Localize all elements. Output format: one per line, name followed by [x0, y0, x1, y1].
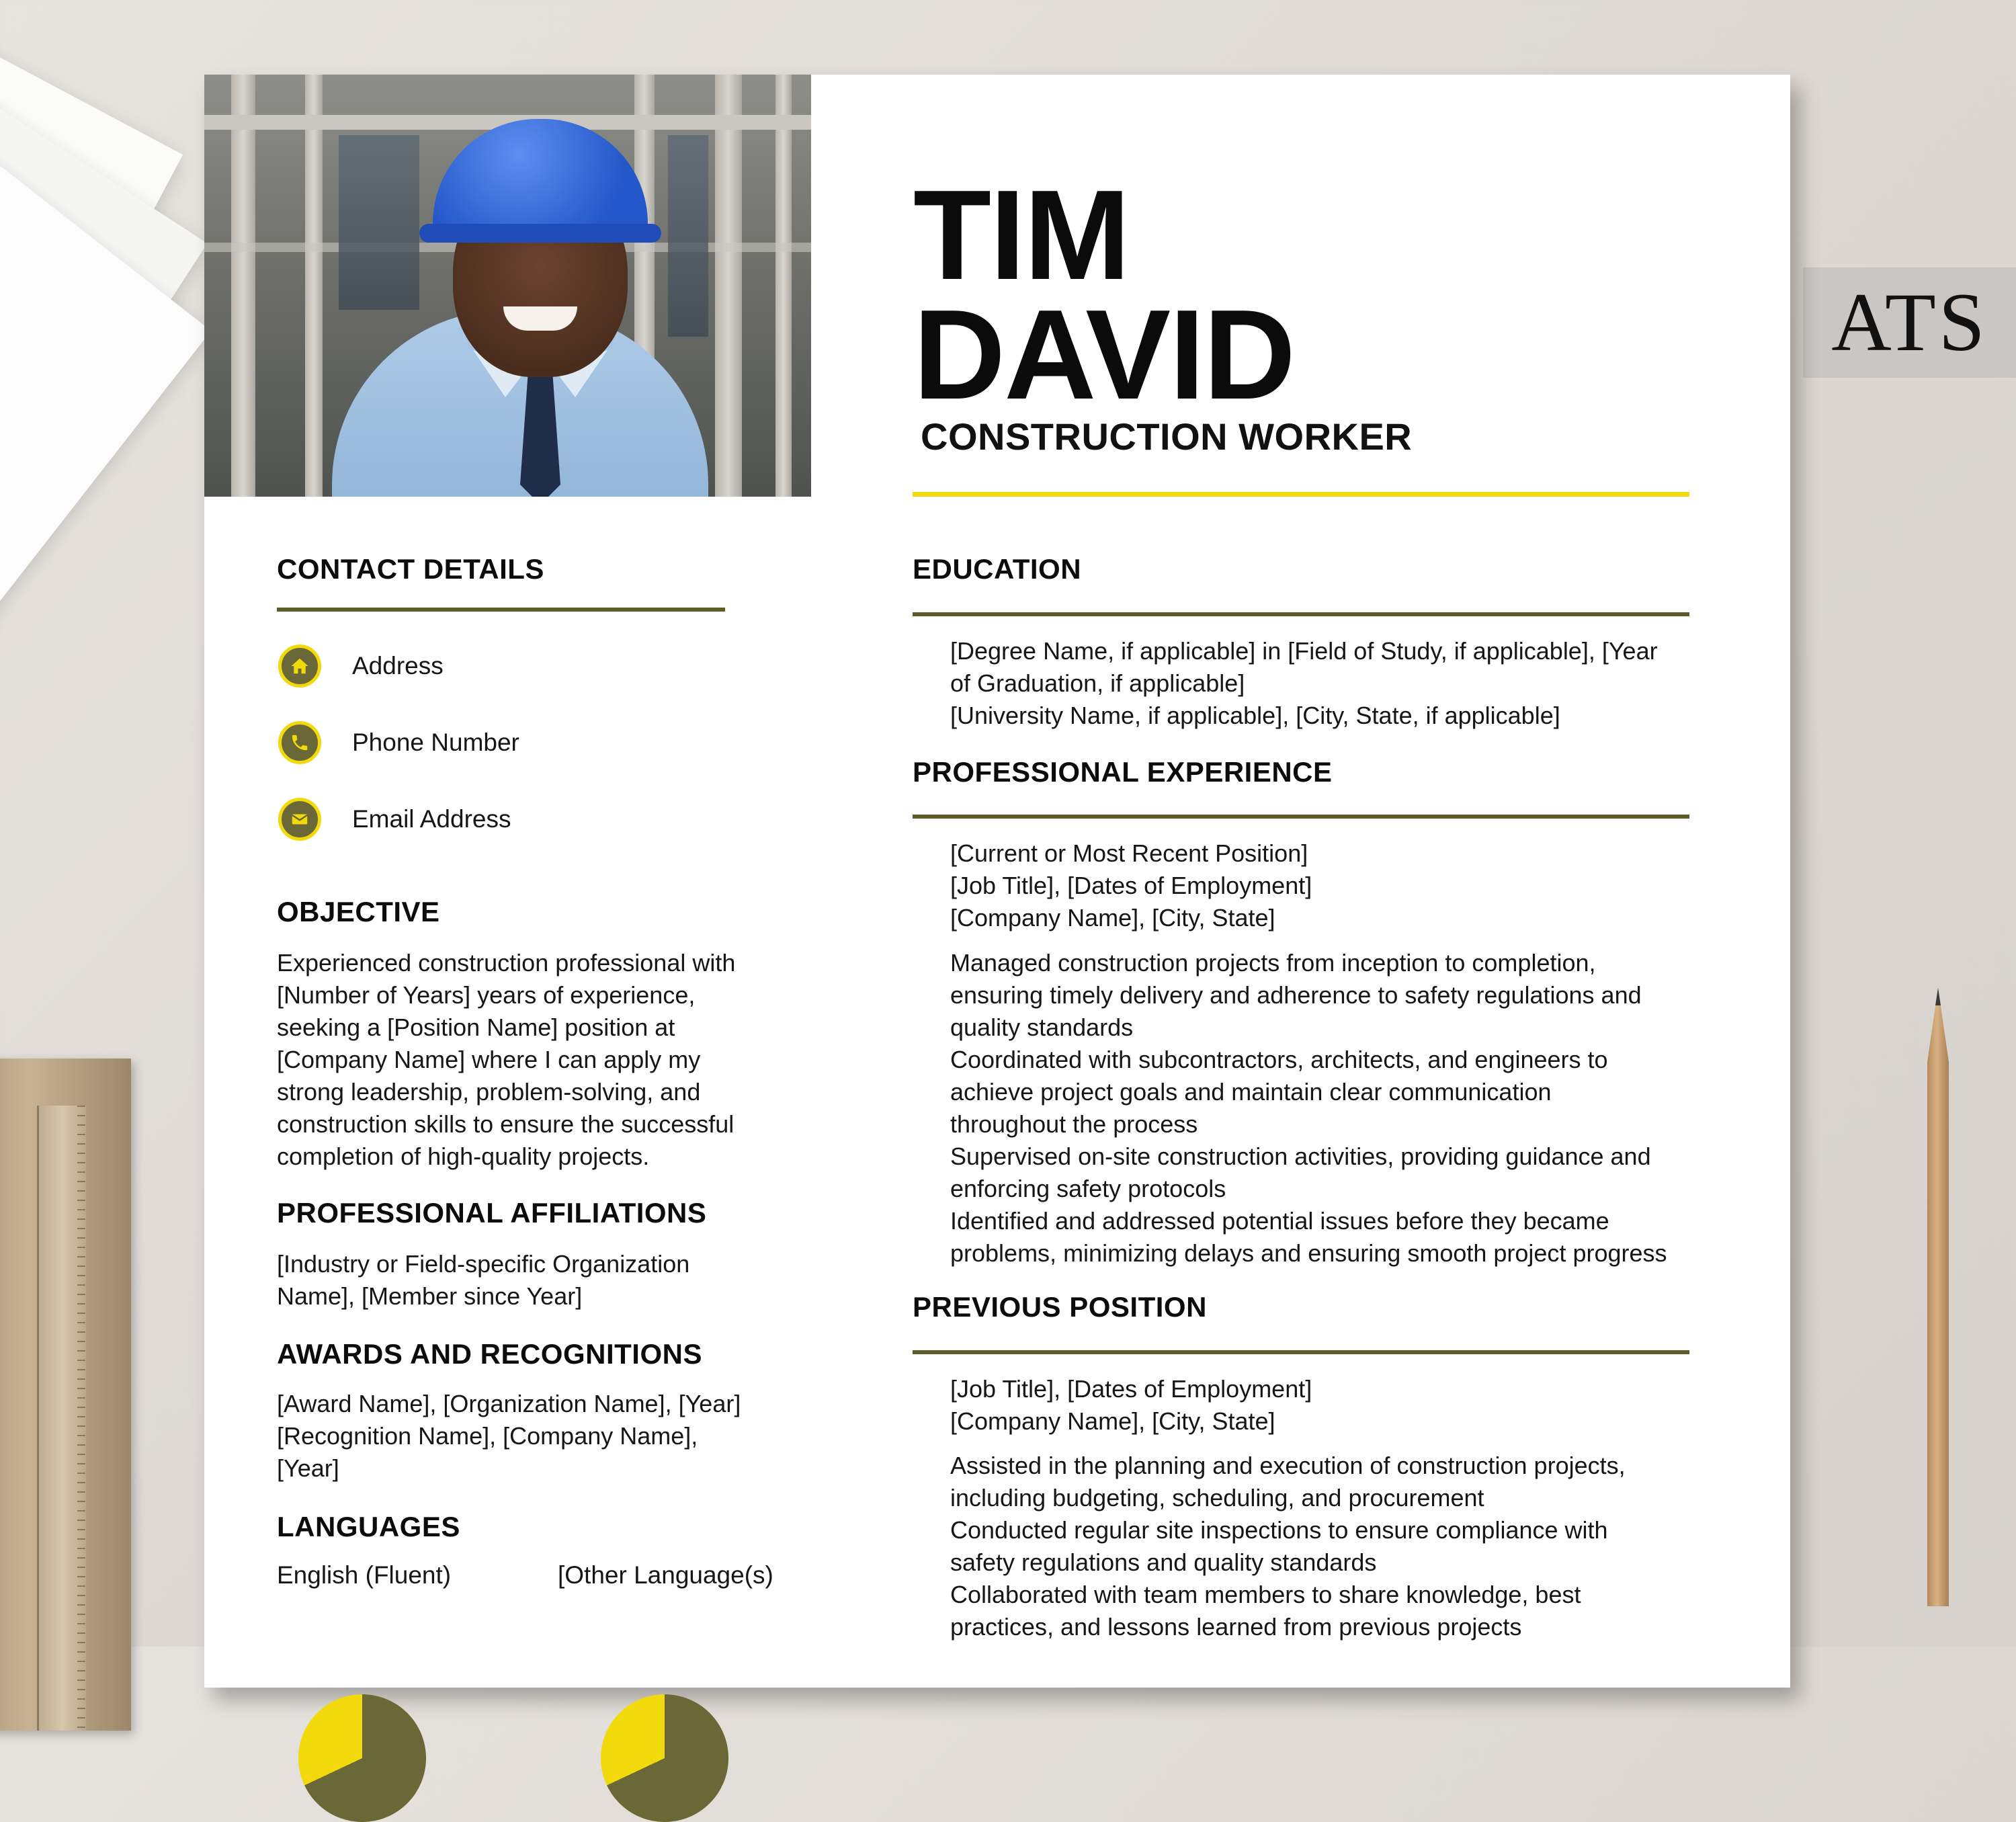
previous-header [950, 1373, 1312, 1438]
resume-page [204, 75, 1790, 1688]
title-divider [913, 492, 1689, 497]
text-line: Managed construction projects from inception to completion, [950, 949, 1596, 977]
text-line: [Award Name], [Organization Name], [Year] [277, 1390, 741, 1417]
hard-hat-brim [419, 224, 661, 243]
job-title: CONSTRUCTION WORKER [921, 415, 1413, 458]
text-line: completion of high-quality projects. [277, 1143, 650, 1170]
text-line: practices, and lessons learned from previous projects [950, 1613, 1522, 1641]
text-line: safety regulations and quality standards [950, 1548, 1377, 1576]
education-text [950, 635, 1658, 732]
text-line: Conducted regular site inspections to ensure compliance with [950, 1516, 1608, 1544]
previous-heading: PREVIOUS POSITION [913, 1291, 1207, 1323]
text-line: strong leadership, problem-solving, and [277, 1078, 701, 1106]
text-line: ensuring timely delivery and adherence to safety regulations and [950, 981, 1642, 1009]
text-line: [Recognition Name], [Company Name], [277, 1422, 698, 1450]
education-heading: EDUCATION [913, 553, 1082, 585]
language-level-fill [601, 1694, 728, 1822]
text-line: [Current or Most Recent Position] [950, 839, 1308, 867]
text-line: Name], [Member since Year] [277, 1282, 583, 1310]
text-line: including budgeting, scheduling, and procurement [950, 1484, 1484, 1512]
text-line: of Graduation, if applicable] [950, 669, 1245, 697]
previous-divider [913, 1350, 1689, 1354]
contact-label: Email Address [352, 805, 511, 833]
profile-photo [204, 75, 811, 497]
language-other: [Other Language(s) [558, 1561, 773, 1589]
languages-heading: LANGUAGES [277, 1511, 460, 1542]
awards-heading: AWARDS AND RECOGNITIONS [277, 1338, 702, 1370]
contact-divider [277, 608, 725, 612]
text-line: [Job Title], [Dates of Employment] [950, 1375, 1312, 1403]
contact-label: Phone Number [352, 729, 519, 756]
photo-column [715, 75, 742, 497]
experience-divider [913, 815, 1689, 819]
text-line: Collaborated with team members to share knowledge, best [950, 1581, 1581, 1608]
text-line: [University Name, if applicable], [City, State, if applicable] [950, 702, 1560, 729]
text-line: Identified and addressed potential issues before they became [950, 1207, 1609, 1235]
email-icon [278, 798, 321, 841]
pencil-lead [1935, 988, 1941, 1005]
text-line: [Company Name], [City, State] [950, 1407, 1275, 1435]
previous-details [950, 1450, 1626, 1643]
first-name: TIM [913, 164, 1130, 306]
text-line: [Company Name], [City, State] [950, 904, 1275, 931]
text-line: [Job Title], [Dates of Employment] [950, 872, 1312, 899]
text-line: Supervised on-site construction activities, providing guidance and [950, 1143, 1651, 1170]
photo-window [339, 135, 419, 310]
text-line: achieve project goals and maintain clear communication [950, 1078, 1552, 1106]
contact-phone [278, 721, 519, 764]
text-line: Assisted in the planning and execution of construction projects, [950, 1452, 1626, 1479]
photo-column [231, 75, 255, 497]
text-line: [Degree Name, if applicable] in [Field of Study, if applicable], [Year [950, 637, 1658, 665]
awards-text [277, 1388, 741, 1485]
language-level-ring [298, 1694, 426, 1822]
home-icon [278, 645, 321, 688]
photo-window [668, 135, 708, 337]
text-line: [Year] [277, 1454, 339, 1482]
objective-text [277, 947, 735, 1173]
experience-heading: PROFESSIONAL EXPERIENCE [913, 756, 1333, 788]
text-line: [Number of Years] years of experience, [277, 981, 696, 1009]
phone-icon [278, 721, 321, 764]
text-line: Experienced construction professional with [277, 949, 736, 977]
ats-badge: ATS [1803, 267, 2016, 378]
text-line: construction skills to ensure the successful [277, 1110, 734, 1138]
contact-heading: CONTACT DETAILS [277, 553, 544, 585]
wooden-ruler-frame [0, 1059, 131, 1731]
language-level-ring [601, 1694, 728, 1822]
photo-column [775, 75, 792, 497]
education-divider [913, 612, 1689, 616]
text-line: [Company Name] where I can apply my [277, 1046, 701, 1073]
text-line: problems, minimizing delays and ensuring smooth project progress [950, 1239, 1667, 1267]
objective-heading: OBJECTIVE [277, 896, 440, 927]
affiliations-text [277, 1248, 689, 1313]
hard-hat-icon [433, 119, 648, 237]
experience-header [950, 837, 1312, 934]
full-name [913, 164, 1295, 426]
language-english: English (Fluent) [277, 1561, 452, 1589]
contact-address [278, 645, 444, 688]
text-line: quality standards [950, 1013, 1134, 1041]
text-line: [Industry or Field-specific Organization [277, 1250, 690, 1278]
text-line: seeking a [Position Name] position at [277, 1013, 675, 1041]
last-name: DAVID [913, 284, 1295, 426]
contact-email [278, 798, 511, 841]
pencil [1927, 988, 1949, 1606]
photo-column [305, 75, 323, 497]
language-level-fill [298, 1694, 426, 1822]
ruler-ticks [77, 1106, 85, 1731]
text-line: throughout the process [950, 1110, 1198, 1138]
text-line: Coordinated with subcontractors, architects, and engineers to [950, 1046, 1608, 1073]
experience-details [950, 947, 1667, 1270]
affiliations-heading: PROFESSIONAL AFFILIATIONS [277, 1197, 707, 1229]
contact-label: Address [352, 652, 444, 679]
text-line: enforcing safety protocols [950, 1175, 1226, 1202]
